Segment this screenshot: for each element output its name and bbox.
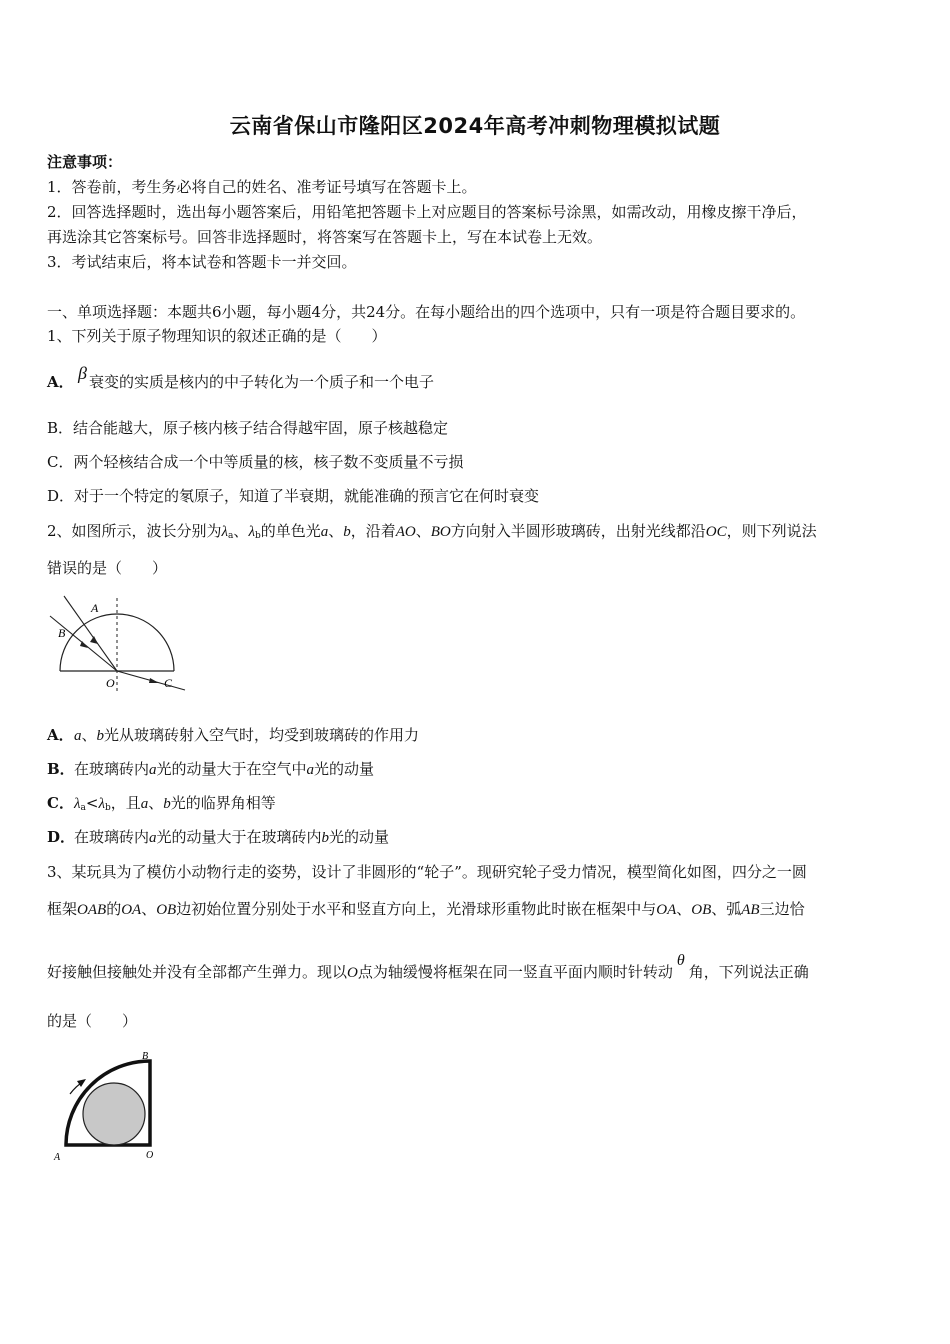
separator: 、 [81,726,97,744]
label-b: B [142,1051,149,1062]
q2-c-label: C． [47,794,74,812]
label-a: A [91,601,99,615]
note-2b: 再选涂其它答案标号。回答非选择题时，将答案写在答题卡上，写在本试卷上无效。 [47,228,603,246]
theta-symbol: θ [676,952,685,969]
q2-text: 方向射入半圆形玻璃砖，出射光线都沿 [450,522,706,540]
q3-text: 点为轴缓慢将框架在同一竖直平面内顺时针转动 [357,963,673,981]
q2-text: 光的动量 [329,828,390,846]
page-title: 云南省保山市隆阳区2024年高考冲刺物理模拟试题 [229,114,721,138]
q2-text: ，则下列说法 [726,522,817,540]
notes-heading: 注意事项： [47,153,123,171]
var-b: b [343,524,351,540]
label-a: A [54,1152,61,1163]
q2-stem-line1 [47,521,817,546]
var-o: O [347,965,358,981]
section-heading: 一、单项选择题：本题共6小题，每小题4分，共24分。在每小题给出的四个选项中，只有一项是符合题目要求的。 [47,303,806,321]
q3-text: 好接触但接触处并没有全部都产生弹力。现以 [47,963,348,981]
note-2a: 2．回答选择题时，选出每小题答案后，用铅笔把答题卡上对应题目的答案标号涂黑，如需改动，用橡皮擦干净后， [47,203,807,221]
label-o: O [146,1150,154,1161]
q2-b-label: B． [47,760,75,778]
separator: 、 [233,522,249,540]
q2-option-d [47,827,389,848]
q3-text: 角，下列说法正确 [688,963,809,981]
q2-text: 在玻璃砖内 [74,828,150,846]
q2-semicircle-figure [44,592,194,698]
lambda-sub-a: a [80,803,86,813]
q2-text: 的单色光 [260,522,321,540]
var-a: a [74,728,82,744]
var-a: a [306,762,315,778]
separator: 、 [141,900,157,918]
lambda-sub-b: b [254,531,261,541]
beta-symbol: β [78,363,87,383]
q3-line1: 3、某玩具为了模仿小动物行走的姿势，设计了非圆形的“轮子”。现研究轮子受力情况，模型简化如图，四分之一圆 [47,863,807,881]
q2-text: ，沿着 [350,522,396,540]
var-oa: OA [121,902,142,918]
q2-d-label: D． [47,828,76,846]
q3-text: 边初始位置分别处于水平和竖直方向上，光滑球形重物此时嵌在框架中与 [176,900,657,918]
q1-option-a [47,363,434,392]
var-oc: OC [705,524,727,540]
q2-text: 2、如图所示，波长分别为 [47,522,222,540]
ray-oc-arrow [149,678,159,683]
separator: 、 [676,900,692,918]
q1-stem: 1、下列关于原子物理知识的叙述正确的是（ ） [47,327,387,345]
q2-text: 光的临界角相等 [170,794,276,812]
q2-text: 在玻璃砖内 [74,760,150,778]
var-a: a [140,796,149,812]
q3-text: 框架 [47,900,78,918]
q2-a-text: 光从玻璃砖射入空气时，均受到玻璃砖的作用力 [104,726,420,744]
lambda-sub-a: a [228,531,234,541]
q2-text: ，且 [110,794,141,812]
q2-option-c [47,793,276,818]
var-oa: OA [656,902,677,918]
q2-option-a [47,725,419,746]
q2-option-b [47,759,374,780]
q2-text: 光的动量大于在玻璃砖内 [156,828,322,846]
q3-line3 [47,952,809,983]
q3-text: 的 [106,900,122,918]
var-oab: OAB [77,902,107,918]
lambda-sub-b: b [104,803,111,813]
q3-text: 、弧 [711,900,742,918]
separator: 、 [148,794,164,812]
var-ob: OB [156,902,177,918]
less-than: < [85,794,99,812]
q2-text: 光的动量 [314,760,375,778]
var-ab: AB [741,902,760,918]
q3-text: 三边恰 [759,900,805,918]
q1-a-label: A． [47,373,74,391]
lambda-symbol: λ [74,796,81,812]
var-b: b [321,830,330,846]
q3-line2 [47,899,805,920]
label-c: C [164,676,173,690]
var-ob: OB [691,902,712,918]
note-3: 3．考试结束后，将本试卷和答题卡一并交回。 [47,253,357,271]
separator: 、 [415,522,431,540]
q1-option-d: D．对于一个特定的氡原子，知道了半衰期，就能准确的预言它在何时衰变 [47,487,540,505]
lambda-symbol: λ [98,796,105,812]
ball [83,1083,145,1145]
q3-quarter-circle-figure [50,1048,162,1166]
note-1: 1．答卷前，考生务必将自己的姓名、准考证号填写在答题卡上。 [47,178,477,196]
q2-text: 光的动量大于在空气中 [156,760,307,778]
lambda-symbol: λ [221,524,229,540]
q2-a-label: A． [47,726,74,744]
lambda-symbol: λ [248,524,255,540]
label-o: O [106,676,115,690]
var-a: a [149,830,157,846]
q3-line4: 的是（ ） [47,1012,138,1030]
var-a: a [149,762,157,778]
var-b: b [163,796,171,812]
q1-option-b: B．结合能越大，原子核内核子结合得越牢固，原子核越稳定 [47,419,449,437]
separator: 、 [328,522,344,540]
var-a: a [320,524,329,540]
var-ao: AO [395,524,416,540]
var-bo: BO [430,524,451,540]
var-b: b [96,728,105,744]
q1-option-c: C．两个轻核结合成一个中等质量的核，核子数不变质量不亏损 [47,453,464,471]
q1-a-text: 衰变的实质是核内的中子转化为一个质子和一个电子 [88,373,434,391]
label-b: B [58,626,66,640]
q2-stem-line2: 错误的是（ ） [47,559,168,577]
ray-ao-arrow [90,636,98,644]
